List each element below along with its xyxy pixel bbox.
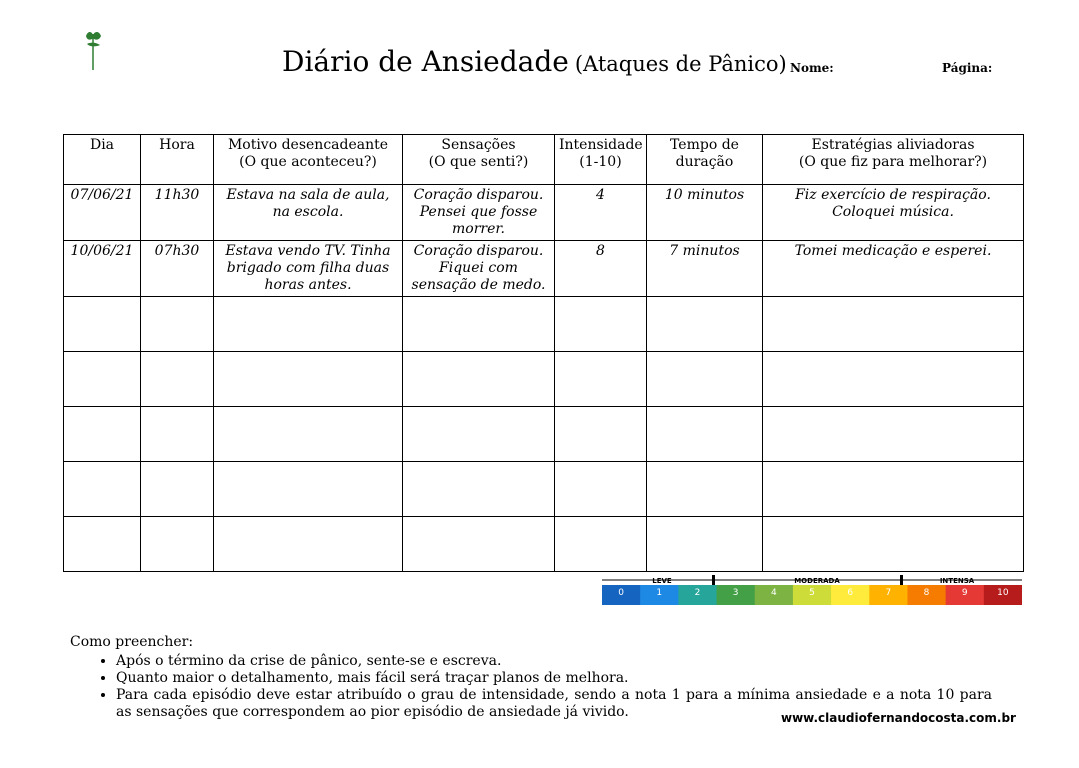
cell-intensidade: 4 — [555, 185, 647, 241]
empty-cell[interactable] — [214, 462, 403, 517]
empty-cell[interactable] — [403, 352, 555, 407]
scale-zone-tick — [900, 575, 903, 585]
empty-cell[interactable] — [403, 297, 555, 352]
empty-cell[interactable] — [555, 462, 647, 517]
scale-number: 2 — [694, 588, 701, 598]
diary-table — [63, 134, 1024, 572]
empty-cell[interactable] — [647, 407, 763, 462]
scale-number: 0 — [618, 588, 624, 598]
header-line1: Estratégias aliviadoras — [811, 137, 975, 153]
header-line2: (O que fiz para melhorar?) — [798, 154, 988, 170]
header-line1: Intensidade — [559, 137, 643, 153]
scale-zone-label: LEVE — [652, 577, 672, 585]
header-row — [64, 135, 1024, 185]
instruction-item: • Para cada episódio deve estar atribuído o grau de intensidade, sendo a nota 1 para a mínima ansiedade e a nota 10 para as sensações que correspondem ao pior episódio de ansiedade já vivido. — [116, 687, 992, 721]
empty-cell[interactable] — [64, 352, 141, 407]
table-row — [64, 241, 1024, 297]
empty-cell[interactable] — [647, 352, 763, 407]
empty-cell[interactable] — [647, 297, 763, 352]
scale-zone-label: MODERADA — [794, 577, 840, 585]
title-subtitle: (Ataques de Pânico) — [574, 52, 787, 76]
empty-cell[interactable] — [403, 407, 555, 462]
scale-number: 5 — [809, 588, 815, 598]
cell-sensacoes: Coração disparou. Pensei que fosse morrer. — [403, 185, 555, 241]
name-label: Nome: — [790, 61, 834, 75]
empty-cell[interactable] — [647, 462, 763, 517]
empty-cell[interactable] — [647, 517, 763, 572]
empty-cell[interactable] — [64, 297, 141, 352]
empty-cell[interactable] — [555, 297, 647, 352]
empty-cell[interactable] — [403, 462, 555, 517]
header-line1: Motivo desencadeante — [227, 137, 389, 153]
cell-hora: 11h30 — [141, 185, 214, 241]
intensity-scale — [602, 575, 1022, 605]
page-label: Página: — [942, 61, 993, 75]
cell-motivo: Estava na sala de aula, na escola. — [214, 185, 403, 241]
empty-cell[interactable] — [141, 352, 214, 407]
instruction-item: • Após o término da crise de pânico, sente-se e escreva. — [116, 653, 992, 670]
page-title — [282, 45, 787, 78]
cell-estrategias: Fiz exercício de respiração. Coloquei música. — [763, 185, 1024, 241]
cell-motivo: Estava vendo TV. Tinha brigado com filha duas horas antes. — [214, 241, 403, 297]
empty-cell[interactable] — [141, 407, 214, 462]
empty-cell[interactable] — [403, 517, 555, 572]
header-line1: Hora — [159, 137, 195, 153]
empty-row — [64, 352, 1024, 407]
empty-cell[interactable] — [555, 352, 647, 407]
empty-cell[interactable] — [763, 297, 1024, 352]
header-line2: (O que aconteceu?) — [239, 154, 377, 170]
cell-intensidade: 8 — [555, 241, 647, 297]
scale-number: 9 — [961, 588, 968, 598]
column-header-intensidade — [555, 135, 647, 185]
empty-row — [64, 517, 1024, 572]
cell-tempo: 7 minutos — [647, 241, 763, 297]
empty-cell[interactable] — [141, 297, 214, 352]
column-header-dia — [64, 135, 141, 185]
empty-cell[interactable] — [141, 517, 214, 572]
cell-hora: 07h30 — [141, 241, 214, 297]
intensity-scale-graphic — [602, 575, 1022, 605]
empty-cell[interactable] — [214, 517, 403, 572]
title-main: Diário de Ansiedade — [282, 45, 569, 78]
cell-estrategias: Tomei medicação e esperei. — [763, 241, 1024, 297]
empty-cell[interactable] — [214, 297, 403, 352]
scale-number: 6 — [847, 588, 854, 598]
column-header-motivo — [214, 135, 403, 185]
website-link[interactable]: www.claudiofernandocosta.com.br — [781, 711, 1016, 725]
scale-number: 1 — [656, 588, 663, 598]
cell-dia: 10/06/21 — [64, 241, 141, 297]
instruction-item: • Quanto maior o detalhamento, mais fácil será traçar planos de melhora. — [116, 670, 992, 687]
header-line2: (1-10) — [579, 154, 622, 170]
cell-tempo: 10 minutos — [647, 185, 763, 241]
empty-cell[interactable] — [555, 407, 647, 462]
column-header-estrategias — [763, 135, 1024, 185]
column-header-hora — [141, 135, 214, 185]
empty-cell[interactable] — [141, 462, 214, 517]
empty-cell[interactable] — [64, 407, 141, 462]
header-line1: Sensações — [441, 137, 516, 153]
column-header-tempo — [647, 135, 763, 185]
scale-zone-tick — [712, 575, 715, 585]
empty-cell[interactable] — [555, 517, 647, 572]
empty-cell[interactable] — [64, 462, 141, 517]
empty-row — [64, 462, 1024, 517]
instructions-heading: Como preencher: — [70, 634, 194, 650]
empty-cell[interactable] — [763, 462, 1024, 517]
header-line1: Dia — [89, 137, 115, 153]
empty-row — [64, 407, 1024, 462]
scale-zone-label: INTENSA — [939, 577, 975, 585]
header-line2: duração — [675, 154, 734, 170]
scale-number: 8 — [923, 588, 930, 598]
scale-number: 10 — [997, 588, 1009, 598]
scale-number: 7 — [885, 588, 892, 598]
scale-number: 3 — [732, 588, 739, 598]
empty-cell[interactable] — [64, 517, 141, 572]
instructions — [70, 634, 992, 721]
header-line2: (O que senti?) — [428, 154, 529, 170]
empty-cell[interactable] — [763, 352, 1024, 407]
cell-dia: 07/06/21 — [64, 185, 141, 241]
empty-row — [64, 297, 1024, 352]
scale-number: 4 — [770, 588, 777, 598]
cell-sensacoes: Coração disparou. Fiquei com sensação de medo. — [403, 241, 555, 297]
header-line1: Tempo de — [670, 137, 739, 153]
logo — [80, 28, 108, 72]
empty-cell[interactable] — [763, 407, 1024, 462]
table-row — [64, 185, 1024, 241]
empty-cell[interactable] — [763, 517, 1024, 572]
empty-cell[interactable] — [214, 352, 403, 407]
column-header-sensacoes — [403, 135, 555, 185]
empty-cell[interactable] — [214, 407, 403, 462]
